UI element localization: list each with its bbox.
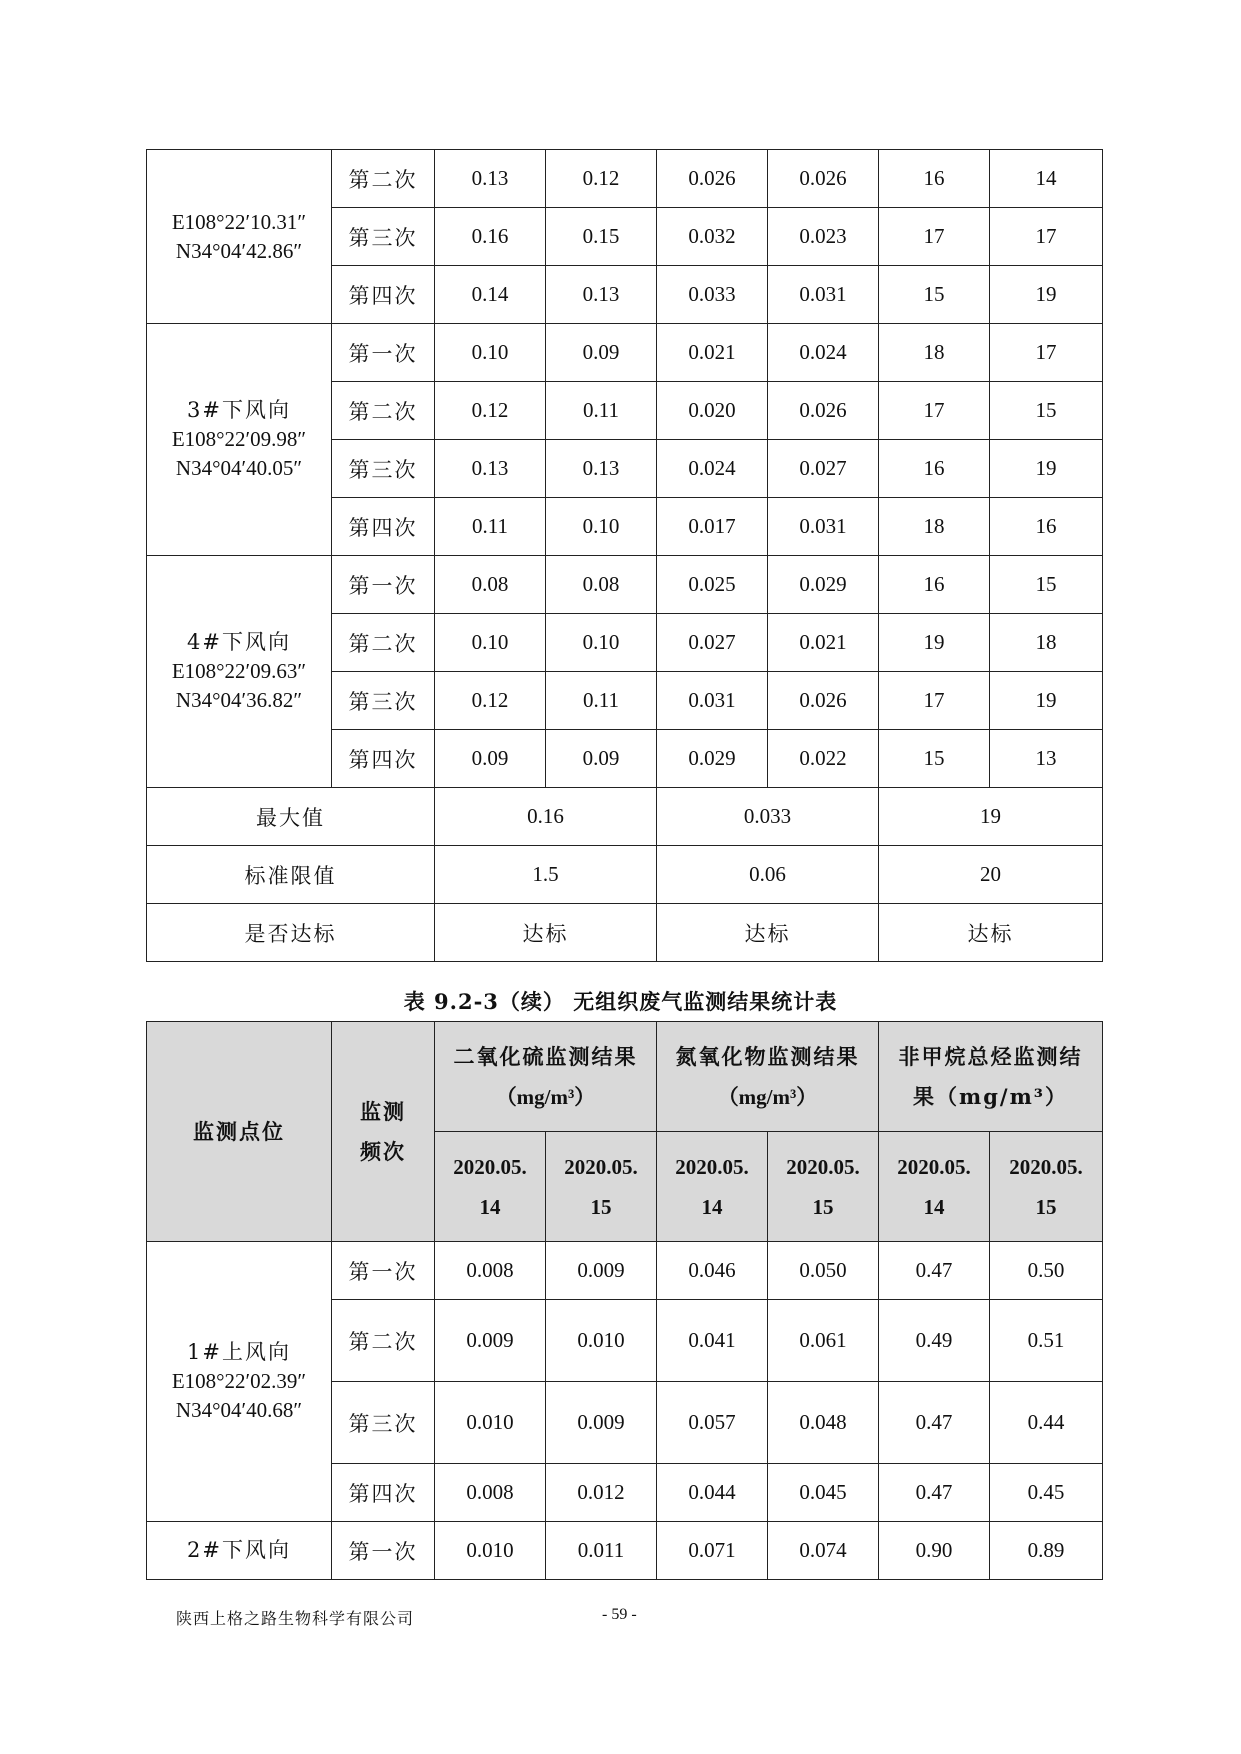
value-cell: 0.11 <box>546 382 657 440</box>
header-date-line2: 15 <box>812 1194 834 1219</box>
frequency-cell: 第四次 <box>332 266 435 324</box>
value-cell: 0.010 <box>435 1522 546 1580</box>
frequency-cell: 第二次 <box>332 150 435 208</box>
value-cell: 16 <box>879 150 990 208</box>
header-date-line2: 14 <box>923 1194 945 1219</box>
value-cell: 0.031 <box>768 498 879 556</box>
location-line: N34°04′36.82″ <box>175 688 303 712</box>
value-cell: 0.010 <box>546 1300 657 1382</box>
location-line: N34°04′42.86″ <box>175 238 303 263</box>
value-cell: 15 <box>879 730 990 788</box>
frequency-cell: 第三次 <box>332 208 435 266</box>
footer-company: 陕西上格之路生物科学有限公司 <box>176 1609 415 1628</box>
value-cell: 0.08 <box>546 556 657 614</box>
summary-value: 达标 <box>435 904 657 962</box>
location-line: E108°22′02.39″ <box>171 1369 307 1393</box>
header-date-line2: 14 <box>479 1194 501 1219</box>
header-group-so2 <box>435 1022 657 1132</box>
value-cell: 0.09 <box>435 730 546 788</box>
value-cell: 0.057 <box>657 1382 768 1464</box>
value-cell: 0.009 <box>435 1300 546 1382</box>
location-line: N34°04′40.05″ <box>175 456 303 480</box>
value-cell: 0.048 <box>768 1382 879 1464</box>
header-date-line1: 2020.05. <box>1009 1154 1083 1179</box>
value-cell: 0.044 <box>657 1464 768 1522</box>
value-cell: 16 <box>879 556 990 614</box>
value-cell: 0.045 <box>768 1464 879 1522</box>
value-cell: 16 <box>990 498 1103 556</box>
frequency-cell: 第二次 <box>332 1300 435 1382</box>
value-cell: 0.50 <box>990 1242 1103 1300</box>
value-cell: 0.47 <box>879 1242 990 1300</box>
header-date-line2: 15 <box>590 1194 612 1219</box>
location-line: E108°22′10.31″ <box>171 209 307 234</box>
value-cell: 0.08 <box>435 556 546 614</box>
header-group-nmhc <box>879 1022 1103 1132</box>
header-location: 监测点位 <box>147 1022 332 1242</box>
value-cell: 0.89 <box>990 1522 1103 1580</box>
frequency-cell: 第四次 <box>332 1464 435 1522</box>
location-cell <box>147 1242 332 1522</box>
value-cell: 18 <box>990 614 1103 672</box>
value-cell: 0.074 <box>768 1522 879 1580</box>
value-cell: 19 <box>990 672 1103 730</box>
header-frequency-line2: 频次 <box>360 1138 406 1164</box>
value-cell: 0.046 <box>657 1242 768 1300</box>
value-cell: 17 <box>990 324 1103 382</box>
value-cell: 0.49 <box>879 1300 990 1382</box>
value-cell: 0.032 <box>657 208 768 266</box>
summary-label: 标准限值 <box>147 846 435 904</box>
value-cell: 0.050 <box>768 1242 879 1300</box>
frequency-cell: 第三次 <box>332 440 435 498</box>
value-cell: 0.029 <box>657 730 768 788</box>
value-cell: 0.021 <box>768 614 879 672</box>
value-cell: 0.12 <box>435 382 546 440</box>
value-cell: 0.11 <box>546 672 657 730</box>
header-date-line1: 2020.05. <box>453 1154 527 1179</box>
value-cell: 19 <box>990 440 1103 498</box>
page-number: - 59 - <box>602 1606 637 1623</box>
header-date <box>879 1132 990 1242</box>
value-cell: 0.017 <box>657 498 768 556</box>
header-date <box>546 1132 657 1242</box>
value-cell: 17 <box>879 382 990 440</box>
header-date-line1: 2020.05. <box>675 1154 749 1179</box>
value-cell: 13 <box>990 730 1103 788</box>
value-cell: 0.008 <box>435 1464 546 1522</box>
location-line: E108°22′09.63″ <box>171 659 307 683</box>
value-cell: 0.033 <box>657 266 768 324</box>
results-table-continued <box>146 149 1103 962</box>
results-table <box>146 1021 1103 1580</box>
summary-value: 19 <box>879 788 1103 846</box>
value-cell: 14 <box>990 150 1103 208</box>
location-cell <box>147 150 332 324</box>
header-date-line1: 2020.05. <box>786 1154 860 1179</box>
location-cell <box>147 556 332 788</box>
value-cell: 0.47 <box>879 1382 990 1464</box>
value-cell: 19 <box>879 614 990 672</box>
frequency-cell: 第一次 <box>332 556 435 614</box>
header-date <box>435 1132 546 1242</box>
value-cell: 0.008 <box>435 1242 546 1300</box>
value-cell: 0.15 <box>546 208 657 266</box>
header-group-nox-line1: 氮氧化物监测结果 <box>675 1043 860 1069</box>
header-frequency-line1: 监测 <box>360 1098 406 1124</box>
value-cell: 0.022 <box>768 730 879 788</box>
value-cell: 0.031 <box>657 672 768 730</box>
header-group-so2-line2: （mg/m³） <box>495 1084 596 1109</box>
value-cell: 0.13 <box>435 150 546 208</box>
summary-value: 达标 <box>879 904 1103 962</box>
value-cell: 0.025 <box>657 556 768 614</box>
header-date-line2: 14 <box>701 1194 723 1219</box>
value-cell: 0.031 <box>768 266 879 324</box>
value-cell: 0.026 <box>768 150 879 208</box>
summary-row <box>147 788 1103 846</box>
header-date-line1: 2020.05. <box>564 1154 638 1179</box>
value-cell: 0.010 <box>435 1382 546 1464</box>
location-line: 3#下风向 <box>187 398 291 422</box>
frequency-cell: 第二次 <box>332 614 435 672</box>
frequency-cell: 第三次 <box>332 672 435 730</box>
value-cell: 0.012 <box>546 1464 657 1522</box>
header-frequency <box>332 1022 435 1242</box>
frequency-cell: 第三次 <box>332 1382 435 1464</box>
value-cell: 0.009 <box>546 1382 657 1464</box>
value-cell: 0.11 <box>435 498 546 556</box>
value-cell: 0.47 <box>879 1464 990 1522</box>
value-cell: 15 <box>990 556 1103 614</box>
summary-value: 20 <box>879 846 1103 904</box>
frequency-cell: 第四次 <box>332 498 435 556</box>
value-cell: 15 <box>990 382 1103 440</box>
summary-value: 0.16 <box>435 788 657 846</box>
value-cell: 0.10 <box>435 324 546 382</box>
value-cell: 0.45 <box>990 1464 1103 1522</box>
value-cell: 0.10 <box>546 614 657 672</box>
value-cell: 0.020 <box>657 382 768 440</box>
value-cell: 0.026 <box>768 672 879 730</box>
summary-value: 0.06 <box>657 846 879 904</box>
summary-value: 达标 <box>657 904 879 962</box>
value-cell: 0.10 <box>546 498 657 556</box>
table-caption: 表 9.2-3（续） 无组织废气监测结果统计表 <box>403 989 838 1014</box>
location-line: 1#上风向 <box>187 1340 291 1364</box>
header-group-nmhc-line1: 非甲烷总烃监测结 <box>898 1043 1083 1069</box>
location-cell <box>147 1522 332 1580</box>
value-cell: 0.027 <box>768 440 879 498</box>
location-cell <box>147 324 332 556</box>
header-group-nmhc-line2: 果（mg/m³） <box>913 1083 1068 1109</box>
value-cell: 19 <box>990 266 1103 324</box>
table-row <box>147 1522 1103 1580</box>
summary-value: 1.5 <box>435 846 657 904</box>
value-cell: 0.061 <box>768 1300 879 1382</box>
value-cell: 0.026 <box>768 382 879 440</box>
value-cell: 0.44 <box>990 1382 1103 1464</box>
summary-row <box>147 904 1103 962</box>
table-row <box>147 556 1103 614</box>
frequency-cell: 第一次 <box>332 324 435 382</box>
value-cell: 0.13 <box>546 266 657 324</box>
value-cell: 17 <box>879 672 990 730</box>
table-row <box>147 324 1103 382</box>
location-line: 2#下风向 <box>187 1538 291 1562</box>
value-cell: 18 <box>879 498 990 556</box>
header-group-so2-line1: 二氧化硫监测结果 <box>453 1043 638 1069</box>
value-cell: 0.021 <box>657 324 768 382</box>
value-cell: 0.041 <box>657 1300 768 1382</box>
table-row <box>147 150 1103 208</box>
value-cell: 0.026 <box>657 150 768 208</box>
value-cell: 0.51 <box>990 1300 1103 1382</box>
value-cell: 0.011 <box>546 1522 657 1580</box>
header-group-nox <box>657 1022 879 1132</box>
summary-label: 是否达标 <box>147 904 435 962</box>
frequency-cell: 第一次 <box>332 1242 435 1300</box>
summary-value: 0.033 <box>657 788 879 846</box>
location-line: E108°22′09.98″ <box>171 427 307 451</box>
value-cell: 17 <box>879 208 990 266</box>
value-cell: 0.13 <box>435 440 546 498</box>
header-date-line1: 2020.05. <box>897 1154 971 1179</box>
value-cell: 0.027 <box>657 614 768 672</box>
value-cell: 17 <box>990 208 1103 266</box>
frequency-cell: 第二次 <box>332 382 435 440</box>
value-cell: 16 <box>879 440 990 498</box>
value-cell: 0.13 <box>546 440 657 498</box>
value-cell: 0.029 <box>768 556 879 614</box>
location-line: N34°04′40.68″ <box>175 1398 303 1422</box>
value-cell: 0.024 <box>768 324 879 382</box>
value-cell: 0.12 <box>435 672 546 730</box>
header-date <box>657 1132 768 1242</box>
header-group-nox-line2: （mg/m³） <box>717 1084 818 1109</box>
header-date <box>990 1132 1103 1242</box>
header-date <box>768 1132 879 1242</box>
value-cell: 0.16 <box>435 208 546 266</box>
value-cell: 0.10 <box>435 614 546 672</box>
frequency-cell: 第一次 <box>332 1522 435 1580</box>
value-cell: 0.09 <box>546 730 657 788</box>
value-cell: 0.90 <box>879 1522 990 1580</box>
summary-row <box>147 846 1103 904</box>
header-date-line2: 15 <box>1035 1194 1057 1219</box>
value-cell: 0.14 <box>435 266 546 324</box>
value-cell: 18 <box>879 324 990 382</box>
value-cell: 0.09 <box>546 324 657 382</box>
value-cell: 0.024 <box>657 440 768 498</box>
table-row <box>147 1242 1103 1300</box>
value-cell: 0.009 <box>546 1242 657 1300</box>
frequency-cell: 第四次 <box>332 730 435 788</box>
location-line: 4#下风向 <box>187 630 291 654</box>
value-cell: 0.12 <box>546 150 657 208</box>
value-cell: 0.023 <box>768 208 879 266</box>
value-cell: 0.071 <box>657 1522 768 1580</box>
value-cell: 15 <box>879 266 990 324</box>
summary-label: 最大值 <box>147 788 435 846</box>
